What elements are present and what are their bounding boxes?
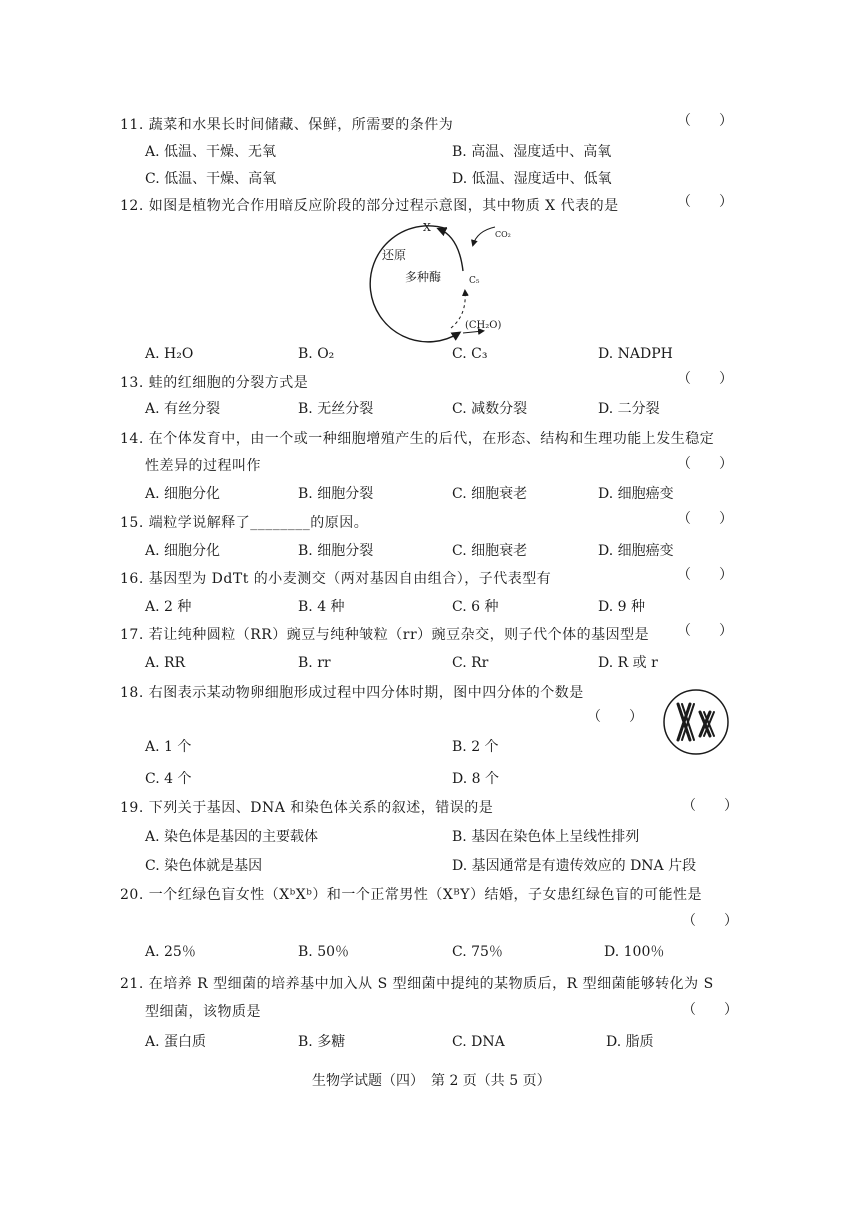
option-21-c: C. DNA [452, 1034, 505, 1050]
option-19-d: D. 基因通常是有遗传效应的 DNA 片段 [452, 858, 697, 874]
answer-paren-20: （ ） [682, 913, 738, 929]
option-18-c: C. 4 个 [145, 771, 192, 787]
arrow-to-x [439, 229, 463, 271]
option-11-b: B. 高温、湿度适中、高氧 [452, 144, 612, 160]
option-21-b: B. 多糖 [298, 1034, 346, 1050]
question-19-stem: 19. 下列关于基因、DNA 和染色体关系的叙述，错误的是 [120, 800, 494, 816]
option-14-c: C. 细胞衰老 [452, 486, 528, 502]
label-x: X [423, 221, 431, 234]
question-21-stem-line1: 21. 在培养 R 型细菌的培养基中加入从 S 型细菌中提纯的某物质后，R 型细菌能够转化为 S [120, 976, 714, 992]
option-11-c: C. 低温、干燥、高氧 [145, 171, 277, 187]
option-12-b: B. O₂ [298, 346, 335, 362]
chromosome-pair-2 [700, 712, 714, 736]
option-14-d: D. 细胞癌变 [598, 486, 674, 502]
answer-paren-15: （ ） [677, 511, 733, 527]
chromosome-pair-1 [678, 704, 694, 740]
answer-paren-17: （ ） [677, 623, 733, 639]
option-15-a: A. 细胞分化 [145, 543, 221, 559]
option-14-b: B. 细胞分裂 [298, 486, 374, 502]
question-18-stem: 18. 右图表示某动物卵细胞形成过程中四分体时期，图中四分体的个数是 [120, 685, 584, 701]
answer-paren-14: （ ） [677, 456, 733, 472]
option-13-a: A. 有丝分裂 [145, 401, 221, 417]
question-11-stem: 11. 蔬菜和水果长时间储藏、保鲜，所需要的条件为 [120, 117, 454, 133]
page-footer: 生物学试题（四） 第 2 页（共 5 页） [312, 1073, 551, 1089]
option-12-d: D. NADPH [598, 346, 673, 362]
option-20-c: C. 75％ [452, 944, 503, 960]
question-15-stem: 15. 端粒学说解释了________的原因。 [120, 515, 369, 531]
option-17-b: B. rr [298, 655, 331, 671]
option-15-d: D. 细胞癌变 [598, 543, 674, 559]
question-20-stem: 20. 一个红绿色盲女性（XᵇXᵇ）和一个正常男性（XᴮY）结婚，子女患红绿色盲的可能性是 [120, 887, 703, 903]
option-13-d: D. 二分裂 [598, 401, 660, 417]
answer-paren-12: （ ） [677, 194, 733, 210]
product-arrow [463, 331, 483, 333]
option-17-a: A. RR [145, 655, 186, 671]
option-15-b: B. 细胞分裂 [298, 543, 374, 559]
option-20-b: B. 50％ [298, 944, 350, 960]
option-21-d: D. 脂质 [606, 1034, 654, 1050]
option-11-a: A. 低温、干燥、无氧 [145, 144, 277, 160]
tetrad-cell-diagram [660, 686, 732, 758]
option-16-a: A. 2 种 [145, 599, 192, 615]
option-18-b: B. 2 个 [452, 739, 499, 755]
option-16-d: D. 9 种 [598, 599, 645, 615]
answer-paren-13: （ ） [677, 371, 733, 387]
label-co2: CO₂ [495, 230, 511, 239]
option-20-d: D. 100％ [604, 944, 665, 960]
option-19-b: B. 基因在染色体上呈线性排列 [452, 829, 640, 845]
answer-paren-18: （ ） [587, 709, 643, 725]
option-16-b: B. 4 种 [298, 599, 345, 615]
label-c5: C₅ [469, 276, 480, 286]
question-12-stem: 12. 如图是植物光合作用暗反应阶段的部分过程示意图，其中物质 X 代表的是 [120, 198, 619, 214]
option-13-b: B. 无丝分裂 [298, 401, 374, 417]
option-19-c: C. 染色体就是基因 [145, 858, 263, 874]
cell-membrane [664, 690, 728, 754]
answer-paren-11: （ ） [677, 113, 733, 129]
label-enzymes: 多种酶 [405, 270, 442, 284]
option-13-c: C. 减数分裂 [452, 401, 528, 417]
label-reduce: 还原 [382, 248, 407, 262]
option-21-a: A. 蛋白质 [145, 1034, 207, 1050]
option-16-c: C. 6 种 [452, 599, 499, 615]
option-17-c: C. Rr [452, 655, 489, 671]
question-13-stem: 13. 蛙的红细胞的分裂方式是 [120, 375, 309, 391]
option-12-a: A. H₂O [145, 346, 194, 362]
answer-paren-19: （ ） [682, 798, 738, 814]
option-18-d: D. 8 个 [452, 771, 499, 787]
answer-paren-21: （ ） [682, 1002, 738, 1018]
option-20-a: A. 25％ [145, 944, 196, 960]
question-21-stem-line2: 型细菌，该物质是 [145, 1004, 261, 1020]
option-11-d: D. 低温、湿度适中、低氧 [452, 171, 612, 187]
dashed-arrow [451, 291, 465, 328]
option-18-a: A. 1 个 [145, 739, 192, 755]
option-12-c: C. C₃ [452, 346, 488, 362]
co2-arrow [473, 227, 495, 245]
option-15-c: C. 细胞衰老 [452, 543, 528, 559]
option-14-a: A. 细胞分化 [145, 486, 221, 502]
option-17-d: D. R 或 r [598, 655, 658, 671]
question-16-stem: 16. 基因型为 DdTt 的小麦测交（两对基因自由组合），子代表型有 [120, 571, 552, 587]
question-14-stem-line2: 性差异的过程叫作 [145, 458, 261, 474]
question-14-stem-line1: 14. 在个体发育中，由一个或一种细胞增殖产生的后代，在形态、结构和生理功能上发生稳定 [120, 431, 715, 447]
option-19-a: A. 染色体是基因的主要载体 [145, 829, 319, 845]
calvin-cycle-diagram [355, 215, 555, 345]
label-product: (CH₂O) [465, 320, 502, 331]
question-17-stem: 17. 若让纯种圆粒（RR）豌豆与纯种皱粒（rr）豌豆杂交，则子代个体的基因型是 [120, 627, 650, 643]
answer-paren-16: （ ） [677, 567, 733, 583]
